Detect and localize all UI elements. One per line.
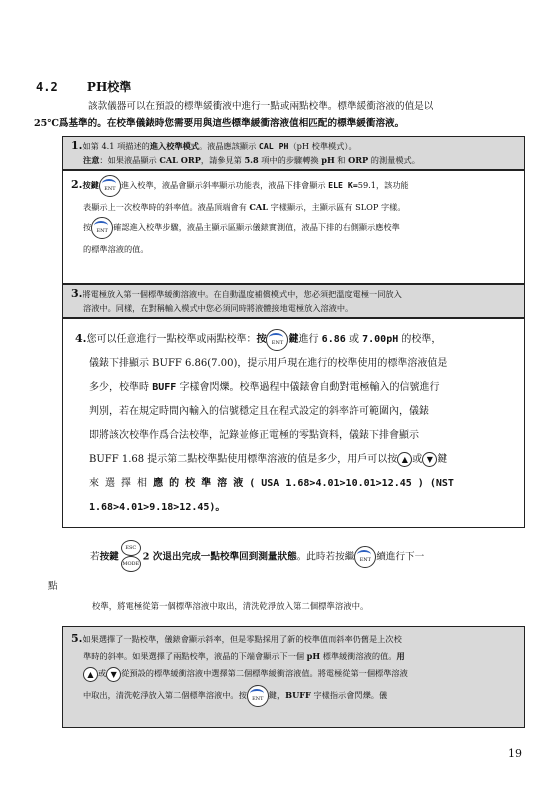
text: 的測量模式。 <box>368 155 420 165</box>
text: BUFF 1.68 提示第二點校準點使用標準溶液的值是多少，用戶可以按 <box>89 454 398 465</box>
text: 中取出，清洗乾淨放入第二個標準溶液中。按 <box>83 690 247 700</box>
text: 1.68>4.01>9.18>12.45)。 <box>89 502 226 513</box>
text: 字樣顯示，主顯示區有 SLOP 字樣。 <box>268 202 406 212</box>
text: 字樣指示會閃爍。儀 <box>310 690 388 700</box>
text: 鍵 <box>288 334 299 345</box>
section-heading <box>36 78 131 95</box>
text: 。此時若按繼 <box>296 551 355 563</box>
text: ，該功能 <box>375 180 409 190</box>
lcd-text: BUFF <box>285 690 311 700</box>
text: 按鍵 <box>99 551 119 563</box>
text: ( USA 1.68>4.01>10.01>12.45 ) (NST <box>243 478 454 489</box>
text: 點 <box>48 581 58 592</box>
esc-key-label: ESC <box>121 540 141 556</box>
text: 如第 4.1 項描述的 <box>82 141 150 151</box>
text: 和 <box>334 155 349 165</box>
intro-line: 25℃爲基準的。在校準儀錶時您需要用與這些標準緩衝溶液值相匹配的標準緩衝溶液。 <box>34 118 405 129</box>
page-number: 19 <box>508 747 522 760</box>
ent-key-icon: ENT <box>91 217 113 239</box>
step-3-box <box>62 284 525 318</box>
lcd-text: CAL PH <box>258 141 289 151</box>
text: 儀錶下排顯示 BUFF 6.86(7.00)，提示用戶現在進行的校準使用的標準溶液值是 <box>89 358 448 369</box>
text: 59.1 <box>357 180 376 190</box>
text: ，請參見第 <box>200 155 245 165</box>
text: 從預設的標準緩衝溶液中選擇第二個標準緩衝溶液值。將電極從第一個標準溶液 <box>121 668 408 678</box>
text: 鍵 <box>437 454 448 465</box>
text: 項中的步驟轉換 <box>258 155 322 165</box>
text: 鍵， <box>268 690 286 700</box>
down-arrow-key-icon: ▼ <box>422 452 437 467</box>
ent-key-icon: ENT <box>99 175 121 197</box>
lcd-text: ELE K= <box>328 180 358 190</box>
text: 確認進入校準步驟，液晶主顯示區顯示儀錶實測值，液晶下排的右側顯示應校準 <box>113 222 400 232</box>
ent-key-icon: ENT <box>354 546 376 568</box>
lcd-text: CAL ORP <box>159 155 201 165</box>
text: 按鍵 <box>82 180 99 190</box>
ent-key-icon: ENT <box>247 685 269 707</box>
text: 如果選擇了一點校準，儀錶會顯示斜率，但是零點採用了新的校準值而斜率仍舊是上次校 <box>82 634 402 644</box>
text: 標準緩衝溶液的值。 <box>320 651 397 661</box>
text: pH <box>306 651 321 661</box>
text: 按 <box>83 222 92 232</box>
text: 的校準， <box>398 334 442 345</box>
intro-line: 該款儀器可以在預設的標準緩衝液中進行一點或兩點校準。標準緩衝溶液的值是以 <box>88 101 434 112</box>
up-arrow-key-icon: ▲ <box>83 667 98 682</box>
text: 或 <box>412 454 423 465</box>
text: 即將該次校準作爲合法校準，記錄並修正電極的零點資料，儀錶下排會顯示 <box>89 430 419 441</box>
text: 用 <box>396 651 405 661</box>
text: pH <box>321 155 335 165</box>
bold-text: 應 的 校 準 溶 液 <box>153 478 244 489</box>
text: 續進行下一 <box>376 551 425 563</box>
text: 字樣會閃爍。校準過程中儀錶會自動對電極輸入的信號進行 <box>176 382 440 393</box>
text: 進行 <box>298 334 322 345</box>
value-text: 7.00pH <box>362 334 399 345</box>
bold-text: 進入校準模式 <box>149 141 199 151</box>
mode-key-label: MODE <box>121 556 141 572</box>
text: 的標準溶液的值。 <box>83 244 149 254</box>
text: 按 <box>256 334 267 345</box>
down-arrow-key-icon: ▼ <box>106 667 121 682</box>
text: 或 <box>98 668 107 678</box>
text: 若 <box>90 551 100 563</box>
value-text: 6.86 <box>321 334 346 345</box>
text: 。液晶應該顯示 <box>198 141 259 151</box>
text: ：如果液晶顯示 <box>99 155 160 165</box>
up-arrow-key-icon: ▲ <box>397 452 412 467</box>
text: 將電極放入第一個標準緩衝溶液中。在自動溫度補償模式中，您必須把溫度電極一同放入 <box>82 289 402 299</box>
step-number: 5. <box>71 632 83 645</box>
text: ORP <box>348 155 369 165</box>
step-number: 1. <box>71 139 83 152</box>
exit-calibration-paragraph <box>90 540 530 574</box>
note-label: 注意 <box>83 155 100 165</box>
text: 判別，若在規定時間內輸入的信號穩定且在程式設定的斜率許可範圍內，儀錶 <box>89 406 429 417</box>
text: 或 <box>345 334 363 345</box>
lcd-text: BUFF <box>152 382 177 393</box>
text: 2 <box>142 551 150 563</box>
text: 校準，將電極從第一個標準溶液中取出，清洗乾淨放入第二個標準溶液中。 <box>92 601 369 611</box>
step-number: 3. <box>71 287 83 300</box>
text: 準時的斜率。如果選擇了兩點校準，液晶的下端會顯示下一個 <box>83 651 307 661</box>
step-number: 4. <box>75 332 87 345</box>
text: （pH 校準模式）。 <box>288 141 357 151</box>
ent-key-icon: ENT <box>266 329 288 351</box>
bold-text: 次退出完成一點校準回到測量狀態 <box>149 551 297 563</box>
text: 溶液中。同樣，在對稱輸入模式中您必須同時將液體接地電極放入溶液中。 <box>83 303 354 313</box>
step-4-box <box>62 318 525 528</box>
text: 進入校準，液晶會顯示斜率顯示功能表，液晶下排會顯示 <box>120 180 329 190</box>
section-number: 4.2 <box>36 80 58 94</box>
text: 表顯示上一次校準時的斜率值。液晶頂端會有 <box>83 202 250 212</box>
section-ref: 5.8 <box>244 155 259 165</box>
lcd-text: CAL <box>249 202 268 212</box>
intro-paragraph <box>34 98 528 132</box>
text: 您可以任意進行一點校準或兩點校準： <box>86 334 257 345</box>
section-title: PH校準 <box>86 80 132 94</box>
text: 來 選 擇 相 <box>89 478 154 489</box>
esc-mode-key-icon <box>119 540 143 574</box>
step-5-box <box>62 626 525 728</box>
step-number: 2. <box>71 178 83 191</box>
text: 多少，校準時 <box>89 382 153 393</box>
step-2-box <box>62 170 525 284</box>
step-1-box <box>62 136 525 170</box>
